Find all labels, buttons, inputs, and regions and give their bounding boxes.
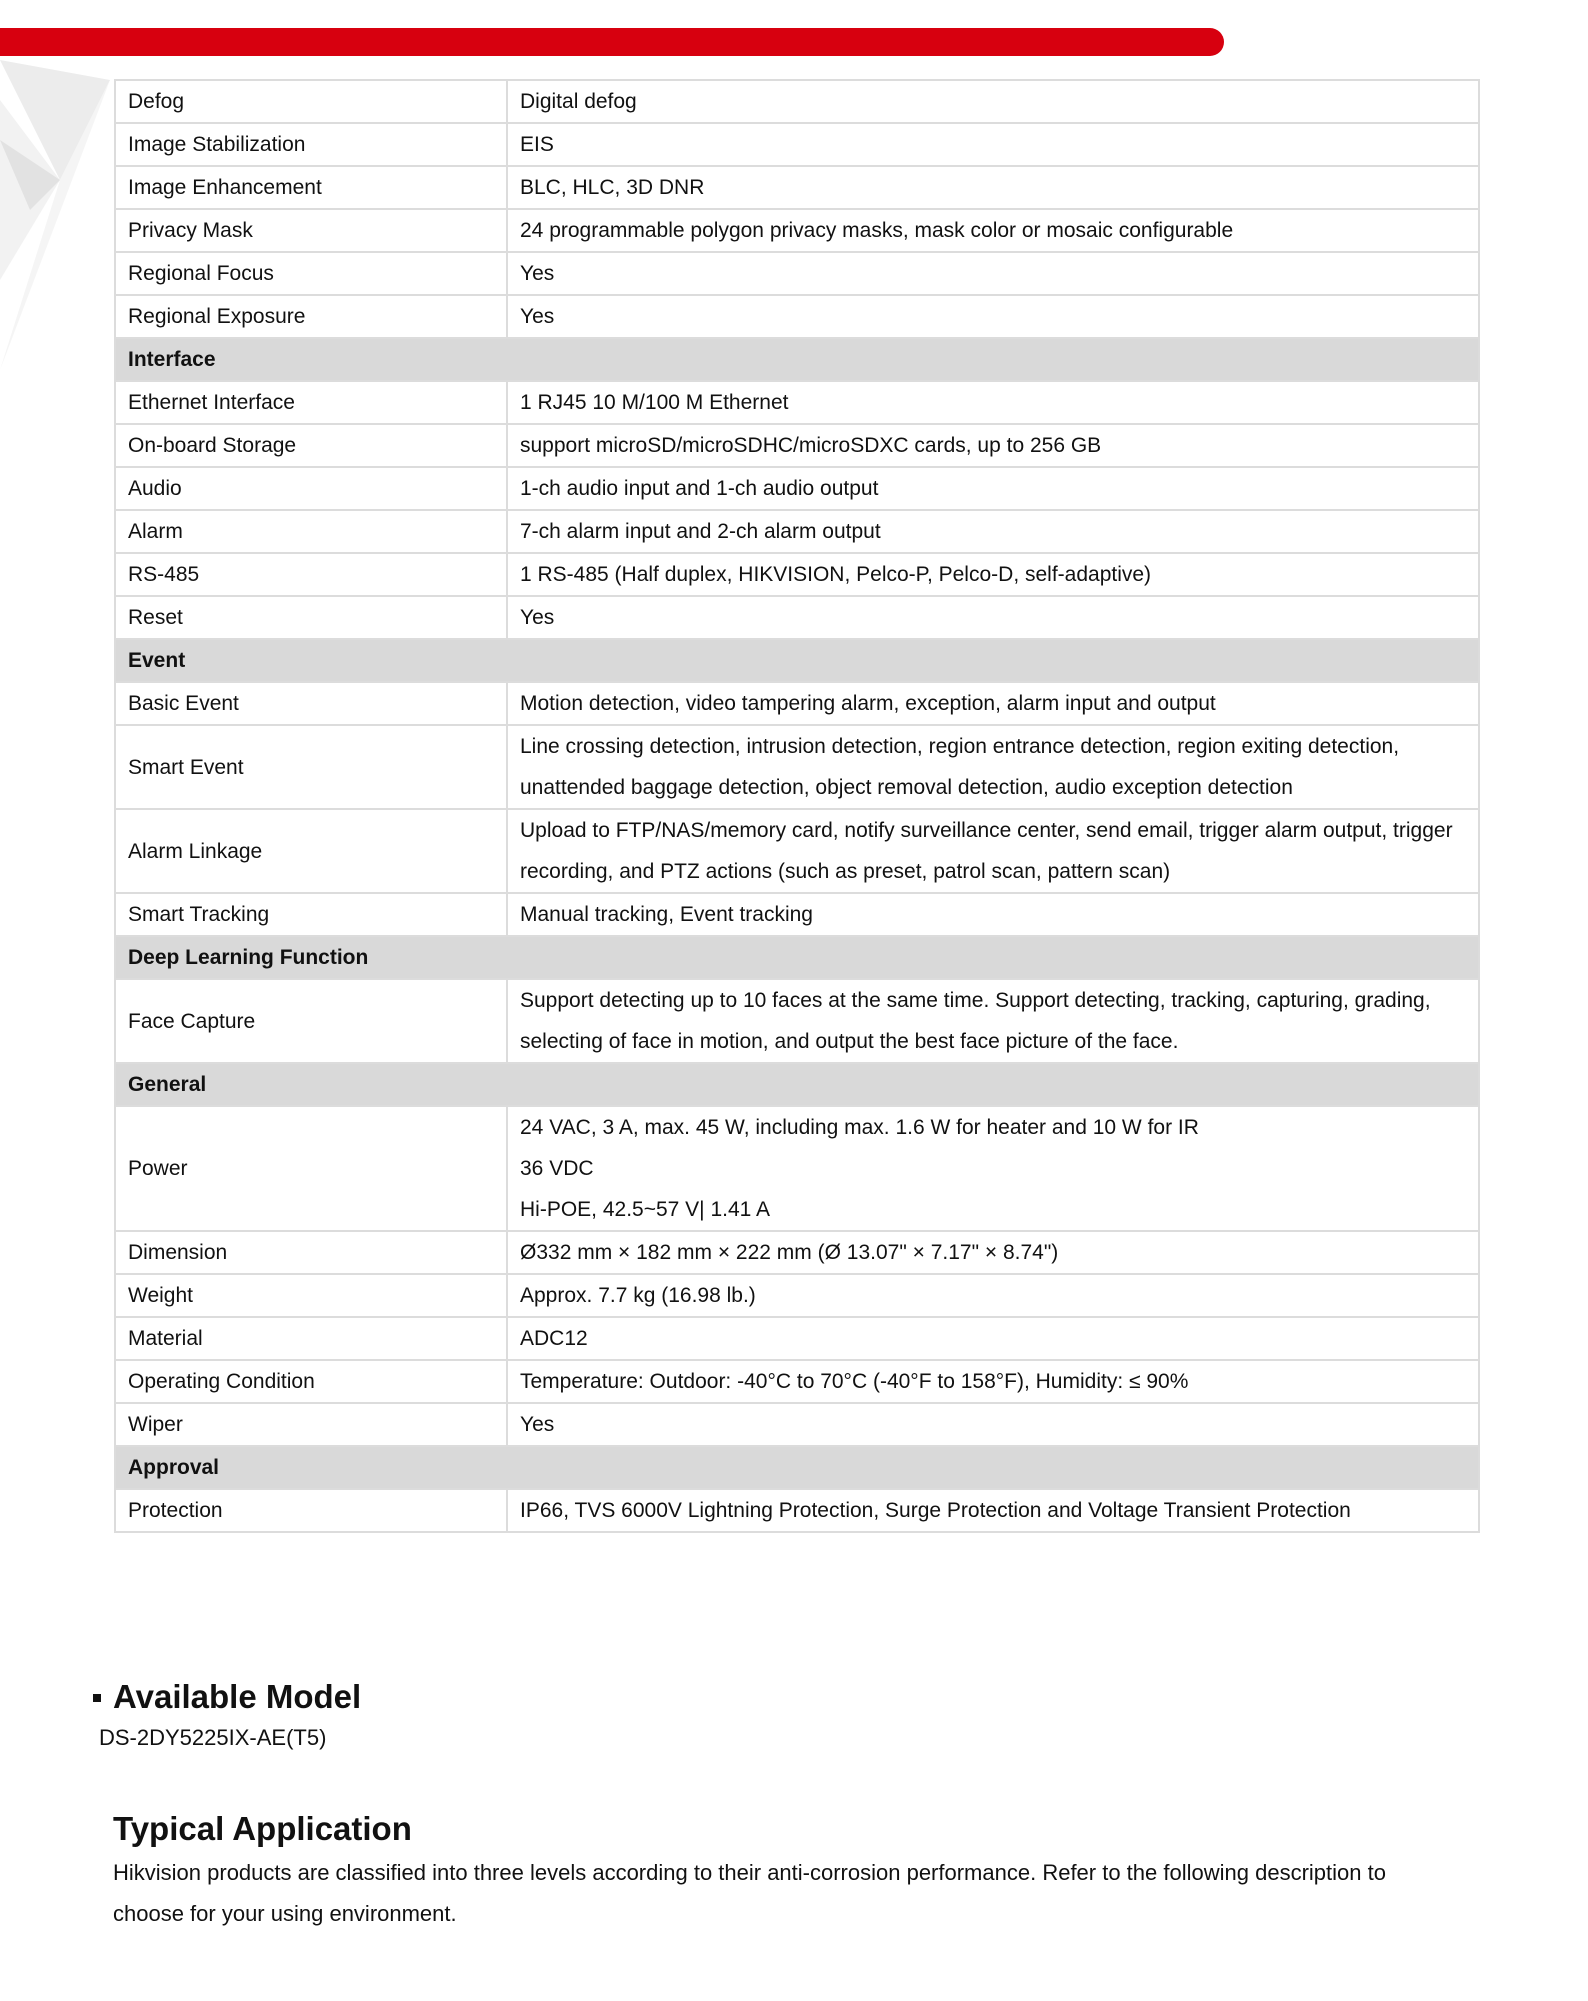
spec-value: 1-ch audio input and 1-ch audio output [507,467,1479,510]
spec-value-line: 24 VAC, 3 A, max. 45 W, including max. 1.6 W for heater and 10 W for IR [520,1116,1199,1139]
spec-row [115,1231,1479,1274]
spec-label: Smart Event [115,725,507,809]
spec-label: Dimension [115,1231,507,1274]
spec-value: Manual tracking, Event tracking [507,893,1479,936]
section-title: General [115,1063,1479,1106]
spec-row [115,166,1479,209]
spec-value: Yes [507,1403,1479,1446]
spec-value: 1 RJ45 10 M/100 M Ethernet [507,381,1479,424]
spec-value: 1 RS-485 (Half duplex, HIKVISION, Pelco-P, Pelco-D, self-adaptive) [507,553,1479,596]
spec-value [507,1106,1479,1231]
model-number: DS-2DY5225IX-AE(T5) [99,1725,327,1750]
spec-value: support microSD/microSDHC/microSDXC cards, up to 256 GB [507,424,1479,467]
spec-row [115,682,1479,725]
section-header-row [115,1063,1479,1106]
spec-value-line: Hi-POE, 42.5~57 V| 1.41 A [520,1198,771,1221]
spec-label: Ethernet Interface [115,381,507,424]
spec-value: EIS [507,123,1479,166]
spec-label: Regional Exposure [115,295,507,338]
section-title: Approval [115,1446,1479,1489]
spec-value: Yes [507,596,1479,639]
spec-row [115,123,1479,166]
spec-row [115,295,1479,338]
section-header-row [115,639,1479,682]
section-header-row [115,338,1479,381]
spec-row [115,1317,1479,1360]
typical-application-text: Hikvision products are classified into three levels according to their anti-corrosion performance. Refer to the following description to choose for your using environment. [113,1860,1386,1926]
spec-value: Temperature: Outdoor: -40°C to 70°C (-40°F to 158°F), Humidity: ≤ 90% [507,1360,1479,1403]
spec-value: Digital defog [507,80,1479,123]
spec-label: Basic Event [115,682,507,725]
section-title: Interface [115,338,1479,381]
spec-label: Regional Focus [115,252,507,295]
spec-label: Operating Condition [115,1360,507,1403]
spec-value: Yes [507,252,1479,295]
spec-row [115,467,1479,510]
spec-row [115,424,1479,467]
spec-value: Line crossing detection, intrusion detection, region entrance detection, region exiting detection, unattended baggage detection, object removal detection, audio exception detection [507,725,1479,809]
spec-value-line: 36 VDC [520,1157,594,1180]
spec-row [115,1403,1479,1446]
spec-label: On-board Storage [115,424,507,467]
header-accent-bar [0,28,1224,56]
spec-table [114,79,1480,1533]
spec-label: Protection [115,1489,507,1532]
spec-row [115,381,1479,424]
spec-value: Motion detection, video tampering alarm, exception, alarm input and output [507,682,1479,725]
spec-label: Wiper [115,1403,507,1446]
section-header-row [115,936,1479,979]
spec-value: Ø332 mm × 182 mm × 222 mm (Ø 13.07" × 7.17" × 8.74") [507,1231,1479,1274]
spec-label: Alarm Linkage [115,809,507,893]
spec-label: Defog [115,80,507,123]
spec-label: Material [115,1317,507,1360]
spec-label: Image Enhancement [115,166,507,209]
spec-row [115,725,1479,809]
spec-row [115,979,1479,1063]
spec-label: Privacy Mask [115,209,507,252]
spec-row [115,1489,1479,1532]
spec-value: BLC, HLC, 3D DNR [507,166,1479,209]
spec-row [115,1274,1479,1317]
spec-row [115,596,1479,639]
section-header-row [115,1446,1479,1489]
spec-row [115,893,1479,936]
spec-label: Power [115,1106,507,1231]
spec-row [115,209,1479,252]
spec-row [115,1360,1479,1403]
spec-value: Upload to FTP/NAS/memory card, notify surveillance center, send email, trigger alarm output, trigger recording, and PTZ actions (such as preset, patrol scan, pattern scan) [507,809,1479,893]
bullet-icon [93,1694,101,1702]
spec-label: Alarm [115,510,507,553]
spec-value: IP66, TVS 6000V Lightning Protection, Surge Protection and Voltage Transient Protection [507,1489,1479,1532]
spec-label: Smart Tracking [115,893,507,936]
spec-label: Face Capture [115,979,507,1063]
typical-application-heading: Typical Application [113,1810,412,1847]
spec-value: Support detecting up to 10 faces at the same time. Support detecting, tracking, capturing, grading, selecting of face in motion, and output the best face picture of the face. [507,979,1479,1063]
available-model-heading: Available Model [113,1678,362,1715]
spec-row [115,553,1479,596]
spec-label: RS-485 [115,553,507,596]
spec-row [115,510,1479,553]
spec-row [115,1106,1479,1231]
spec-row [115,252,1479,295]
spec-value: 7-ch alarm input and 2-ch alarm output [507,510,1479,553]
spec-value: Yes [507,295,1479,338]
spec-label: Reset [115,596,507,639]
spec-value: 24 programmable polygon privacy masks, mask color or mosaic configurable [507,209,1479,252]
spec-value: ADC12 [507,1317,1479,1360]
logo-watermark [0,60,120,380]
section-title: Event [115,639,1479,682]
spec-label: Audio [115,467,507,510]
spec-row [115,80,1479,123]
spec-label: Weight [115,1274,507,1317]
spec-value: Approx. 7.7 kg (16.98 lb.) [507,1274,1479,1317]
spec-row [115,809,1479,893]
spec-label: Image Stabilization [115,123,507,166]
section-title: Deep Learning Function [115,936,1479,979]
